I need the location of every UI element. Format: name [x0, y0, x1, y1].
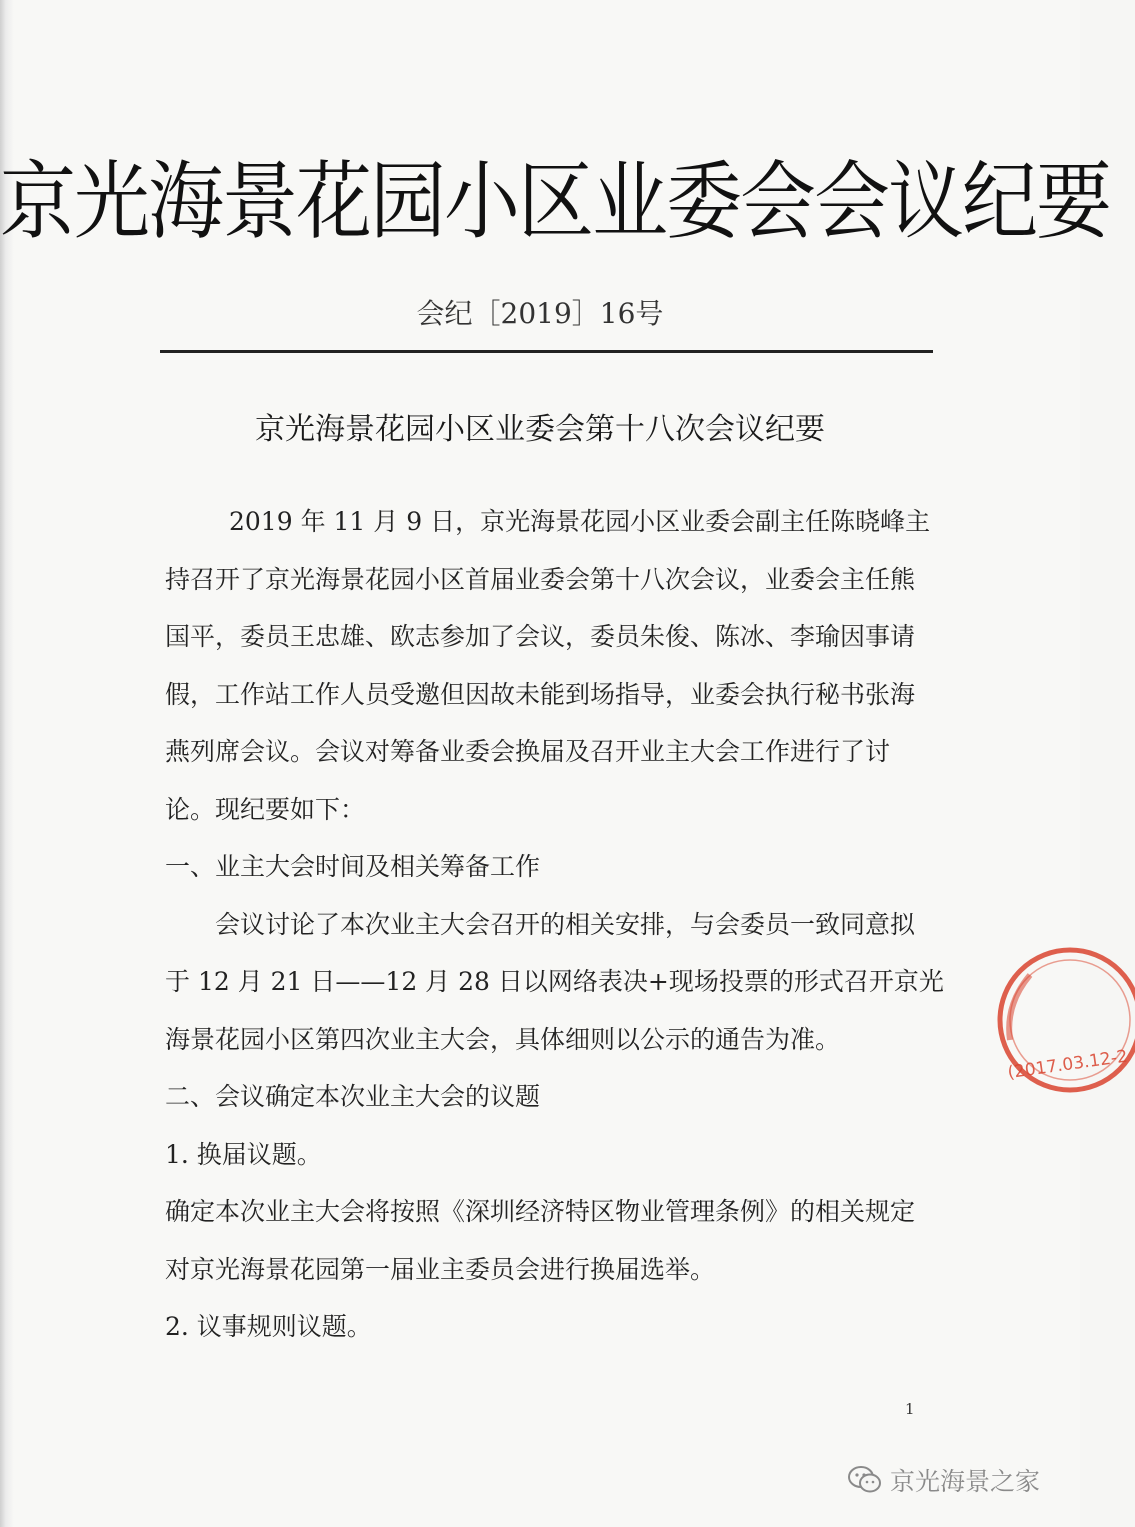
- watermark-text: 京光海景之家: [890, 1467, 1041, 1496]
- paragraph-line: 2019 年 11 月 9 日，京光海景花园小区业委会副主任陈晓峰主: [229, 507, 931, 536]
- section-heading: 一、业主大会时间及相关筹备工作: [165, 852, 541, 881]
- paragraph-line: 会议讨论了本次业主大会召开的相关安排，与会委员一致同意拟: [215, 910, 916, 939]
- list-item: 1. 换届议题。: [165, 1140, 322, 1169]
- section-heading: 二、会议确定本次业主大会的议题: [165, 1082, 541, 1111]
- paragraph-line: 于 12 月 21 日——12 月 28 日以网络表决+现场投票的形式召开京光: [165, 967, 944, 996]
- document-title: 京光海景花园小区业委会会议纪要: [0, 151, 1110, 252]
- page-number: 1: [905, 1400, 915, 1418]
- paragraph-line: 海景花园小区第四次业主大会，具体细则以公示的通告为准。: [165, 1025, 841, 1054]
- paragraph-line: 持召开了京光海景花园小区首届业委会第十八次会议，业委会主任熊: [165, 565, 916, 594]
- paragraph-line: 论。现纪要如下：: [165, 795, 366, 824]
- document-subtitle: 京光海景花园小区业委会第十八次会议纪要: [255, 412, 825, 447]
- seal-date: (2017.03.12-2: [1006, 1046, 1129, 1084]
- official-seal: [985, 945, 1135, 1095]
- paragraph-line: 确定本次业主大会将按照《深圳经济特区物业管理条例》的相关规定: [165, 1197, 916, 1226]
- paragraph-line: 假，工作站工作人员受邀但因故未能到场指导，业委会执行秘书张海: [165, 680, 916, 709]
- account-watermark: [848, 1462, 1040, 1498]
- header-divider: [160, 350, 933, 353]
- paragraph-line: 国平，委员王忠雄、欧志参加了会议，委员朱俊、陈冰、李瑜因事请: [165, 622, 916, 651]
- paragraph-line: 对京光海景花园第一届业主委员会进行换届选举。: [165, 1255, 716, 1284]
- paragraph-line: 燕列席会议。会议对筹备业委会换届及召开业主大会工作进行了讨: [165, 737, 891, 766]
- list-item: 2. 议事规则议题。: [165, 1312, 372, 1341]
- document-number: 会纪［2019］16号: [416, 297, 664, 330]
- wechat-icon: [848, 1465, 882, 1495]
